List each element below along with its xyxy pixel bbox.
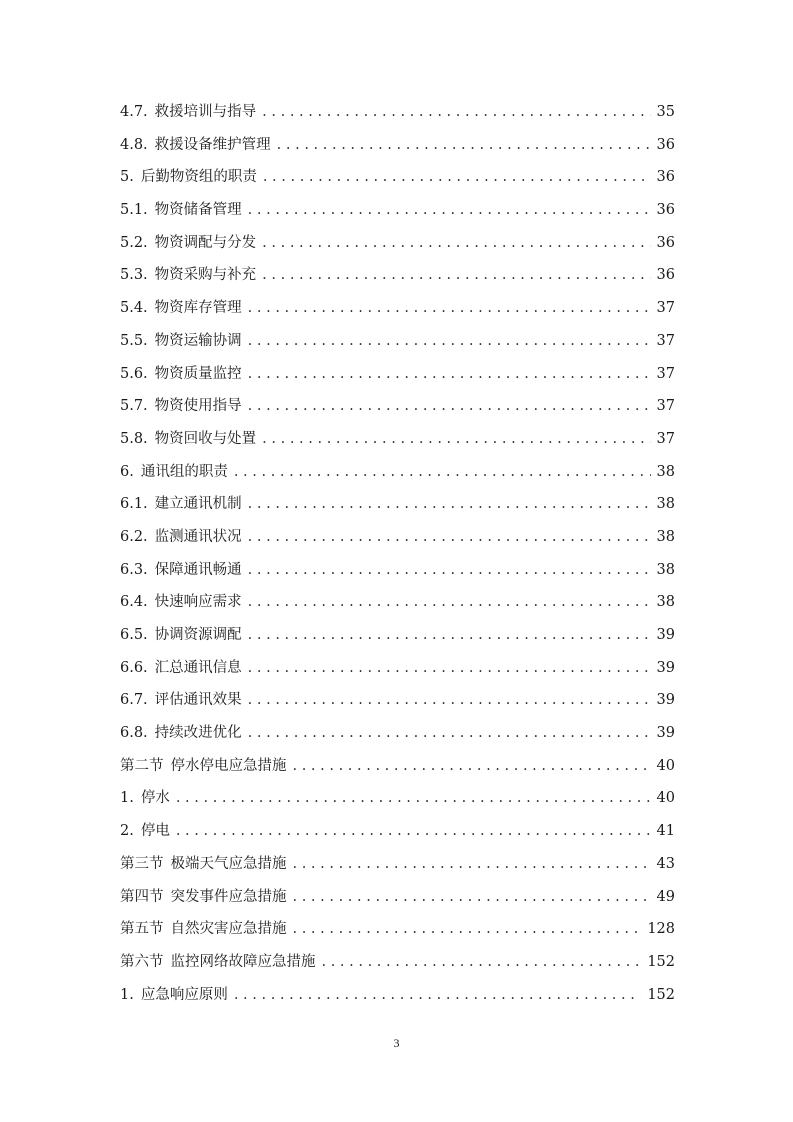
toc-entry-page: 36	[656, 136, 675, 153]
toc-entry-title: 物资回收与处置	[154, 430, 257, 447]
toc-entry-title: 协调资源调配	[154, 627, 242, 643]
toc-dot-leader	[293, 913, 642, 946]
toc-entry-title: 评估通讯效果	[154, 692, 242, 709]
toc-entry-title: 物资储备管理	[154, 202, 242, 219]
toc-entry-number: 5.	[120, 169, 134, 186]
toc-entry-page: 37	[656, 332, 675, 349]
toc-entry-page: 36	[656, 234, 675, 251]
toc-entry-page: 40	[656, 757, 675, 774]
toc-entry[interactable]	[120, 456, 675, 489]
toc-dot-leader	[263, 161, 651, 194]
toc-entry-number: 5.1.	[120, 202, 148, 219]
toc-entry-page: 37	[656, 300, 675, 317]
toc-entry-page: 37	[656, 365, 675, 382]
toc-dot-leader	[262, 423, 650, 456]
toc-entry-title: 汇总通讯信息	[154, 659, 242, 676]
toc-entry[interactable]	[120, 881, 675, 914]
toc-entry-page: 36	[656, 267, 675, 284]
toc-entry-number: 1.	[120, 790, 134, 807]
toc-dot-leader	[322, 946, 642, 979]
toc-entry-page: 49	[656, 888, 675, 905]
toc-entry[interactable]	[120, 684, 675, 717]
toc-entry-number: 6.3.	[120, 561, 148, 578]
toc-entry-page: 152	[647, 953, 675, 970]
toc-entry-page: 41	[656, 823, 675, 840]
toc-entry-page: 36	[656, 202, 675, 219]
toc-entry-page: 38	[656, 528, 675, 545]
toc-entry[interactable]	[120, 652, 675, 685]
toc-entry-number: 第三节	[120, 855, 164, 872]
toc-dot-leader	[248, 652, 651, 685]
toc-entry[interactable]	[120, 390, 675, 423]
toc-entry-page: 37	[656, 430, 675, 447]
toc-entry-title: 物资调配与分发	[154, 234, 257, 251]
toc-entry[interactable]	[120, 750, 675, 783]
toc-entry[interactable]	[120, 979, 675, 1012]
toc-entry[interactable]	[120, 782, 675, 815]
toc-entry-page: 39	[656, 659, 675, 676]
toc-entry-number: 5.5.	[120, 332, 148, 349]
toc-entry[interactable]	[120, 848, 675, 881]
toc-entry-title: 极端天气应急措施	[170, 855, 287, 872]
toc-entry-number: 5.2.	[120, 234, 148, 251]
toc-entry-page: 39	[656, 725, 675, 742]
toc-entry-title: 快速响应需求	[154, 594, 242, 611]
toc-dot-leader	[248, 554, 651, 587]
toc-entry[interactable]	[120, 227, 675, 260]
toc-entry[interactable]	[120, 521, 675, 554]
toc-dot-leader	[293, 750, 651, 783]
toc-dot-leader	[293, 848, 651, 881]
toc-entry-title: 通讯组的职责	[140, 463, 228, 480]
toc-entry-number: 5.8.	[120, 430, 148, 447]
table-of-contents	[120, 96, 675, 1011]
toc-entry-title: 物资采购与补充	[154, 267, 257, 284]
toc-entry[interactable]	[120, 554, 675, 587]
toc-entry-title: 突发事件应急措施	[170, 888, 287, 905]
toc-dot-leader	[248, 521, 651, 554]
toc-entry-page: 37	[656, 398, 675, 415]
toc-entry-title: 停水停电应急措施	[170, 757, 287, 774]
toc-entry-number: 6.8.	[120, 725, 148, 742]
toc-entry-title: 应急响应原则	[140, 986, 228, 1003]
toc-dot-leader	[248, 684, 651, 717]
toc-entry-title: 建立通讯机制	[154, 496, 242, 513]
toc-entry-number: 2.	[120, 823, 134, 840]
toc-entry-number: 第六节	[120, 953, 164, 970]
toc-dot-leader	[248, 586, 651, 619]
toc-entry-title: 物资库存管理	[154, 300, 242, 317]
toc-entry[interactable]	[120, 358, 675, 391]
toc-entry-page: 128	[647, 921, 675, 938]
toc-entry[interactable]	[120, 815, 675, 848]
toc-dot-leader	[176, 782, 651, 815]
toc-dot-leader	[262, 259, 650, 292]
toc-entry[interactable]	[120, 423, 675, 456]
toc-entry-number: 5.3.	[120, 267, 148, 284]
toc-dot-leader	[234, 456, 651, 489]
toc-entry-title: 后勤物资组的职责	[140, 169, 257, 186]
toc-entry-page: 39	[656, 627, 675, 643]
toc-dot-leader	[248, 488, 651, 521]
toc-entry-title: 保障通讯畅通	[154, 561, 242, 578]
toc-dot-leader	[248, 390, 651, 423]
toc-entry-number: 6.5.	[120, 627, 148, 643]
toc-entry-page: 40	[656, 790, 675, 807]
toc-entry-number: 5.7.	[120, 398, 148, 415]
toc-entry[interactable]	[120, 619, 675, 652]
page-number: 3	[393, 1036, 400, 1050]
toc-entry-number: 5.6.	[120, 365, 148, 382]
toc-dot-leader	[262, 227, 650, 260]
toc-entry-number: 第五节	[120, 921, 164, 938]
toc-entry[interactable]	[120, 586, 675, 619]
toc-entry-number: 1.	[120, 986, 134, 1003]
toc-entry[interactable]	[120, 913, 675, 946]
toc-entry[interactable]	[120, 259, 675, 292]
toc-entry-number: 第二节	[120, 757, 164, 774]
toc-entry-title: 停电	[140, 823, 170, 840]
toc-entry-title: 监测通讯状况	[154, 528, 242, 545]
toc-entry-page: 38	[656, 561, 675, 578]
toc-entry-number: 6.	[120, 463, 134, 480]
toc-dot-leader	[262, 96, 650, 129]
toc-dot-leader	[277, 129, 651, 162]
toc-dot-leader	[248, 358, 651, 391]
toc-entry-number: 6.1.	[120, 496, 148, 513]
toc-dot-leader	[248, 325, 651, 358]
toc-dot-leader	[176, 815, 651, 848]
toc-entry[interactable]	[120, 717, 675, 750]
toc-entry-title: 持续改进优化	[154, 725, 242, 742]
toc-entry-number: 6.7.	[120, 692, 148, 709]
toc-entry-page: 38	[656, 594, 675, 611]
toc-entry[interactable]	[120, 488, 675, 521]
toc-entry-page: 36	[656, 169, 675, 186]
toc-entry-number: 6.2.	[120, 528, 148, 545]
toc-entry-page: 35	[656, 104, 675, 120]
toc-entry[interactable]	[120, 161, 675, 194]
toc-entry[interactable]	[120, 194, 675, 227]
toc-entry-title: 停水	[140, 790, 170, 807]
toc-dot-leader	[248, 292, 651, 325]
toc-entry-page: 38	[656, 463, 675, 480]
toc-entry-number: 5.4.	[120, 300, 148, 317]
toc-entry-title: 救援培训与指导	[154, 104, 257, 120]
toc-entry-page: 38	[656, 496, 675, 513]
toc-entry[interactable]	[120, 96, 675, 129]
toc-entry-number: 4.8.	[120, 136, 148, 153]
toc-entry-title: 救援设备维护管理	[154, 136, 271, 153]
toc-entry-page: 152	[647, 986, 675, 1003]
toc-entry[interactable]	[120, 129, 675, 162]
toc-dot-leader	[293, 881, 651, 914]
toc-entry-title: 物资使用指导	[154, 398, 242, 415]
toc-entry-number: 6.4.	[120, 594, 148, 611]
toc-dot-leader	[248, 619, 651, 652]
toc-entry-page: 39	[656, 692, 675, 709]
toc-dot-leader	[248, 194, 651, 227]
toc-entry-title: 监控网络故障应急措施	[170, 953, 316, 970]
toc-entry[interactable]	[120, 946, 675, 979]
toc-dot-leader	[248, 717, 651, 750]
toc-entry[interactable]	[120, 325, 675, 358]
toc-entry-title: 自然灾害应急措施	[170, 921, 287, 938]
toc-entry-page: 43	[656, 855, 675, 872]
toc-entry-number: 6.6.	[120, 659, 148, 676]
toc-entry-title: 物资质量监控	[154, 365, 242, 382]
toc-entry-number: 第四节	[120, 888, 164, 905]
toc-entry[interactable]	[120, 292, 675, 325]
toc-entry-number: 4.7.	[120, 104, 148, 120]
toc-entry-title: 物资运输协调	[154, 332, 242, 349]
toc-dot-leader	[234, 979, 641, 1012]
